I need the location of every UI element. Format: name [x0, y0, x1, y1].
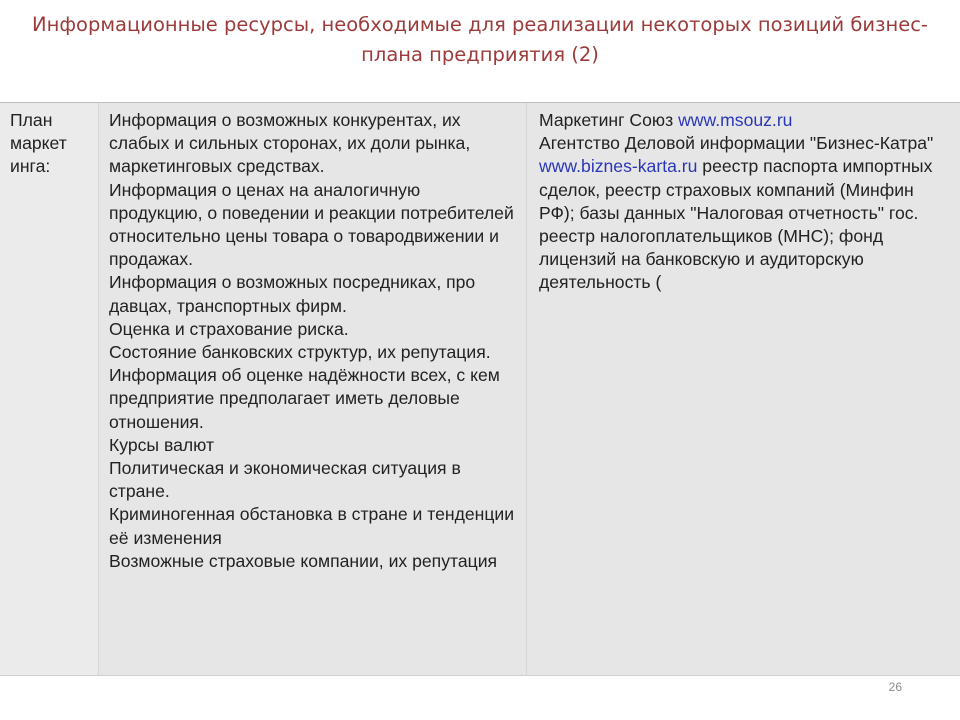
info-item-politics: Политическая и экономическая ситуация в стране.	[109, 458, 461, 502]
sources-cell	[526, 103, 960, 675]
info-item-competitors: Информация о возможных конкурентах, их слабых и сильных сторонах, их доли рынка, маркетинговых средствах.	[109, 110, 471, 177]
row-header-line: инга:	[10, 156, 51, 177]
source-name: Агентство Деловой информации "Бизнес-Катра"	[539, 133, 934, 154]
info-item-prices: Информация о ценах на аналогичную продукцию, о поведении и реакции потребителей относительно цены товара о товародвижении и продажах.	[109, 179, 514, 270]
row-header-line: маркет	[10, 133, 67, 154]
page-number: 26	[888, 680, 902, 694]
info-item-reliability: Информация об оценке надёжности всех, с кем предприятие предполагает иметь деловые отношения.	[109, 365, 500, 432]
row-header-cell	[0, 103, 98, 675]
info-item-insurers: Возможные страховые компании, их репутация	[109, 550, 498, 571]
info-item-crime: Криминогенная обстановка в стране и тенденции её изменения	[109, 504, 515, 548]
info-item-risk: Оценка и страхование риска.	[109, 318, 349, 339]
row-header-line: План	[10, 110, 53, 130]
slide-title-line-2: плана предприятия (2)	[361, 43, 599, 66]
resources-table	[0, 102, 960, 676]
information-cell	[98, 103, 526, 675]
source-registries-text: реестр паспорта импортных сделок, реестр страховых компаний (Минфин РФ); базы данных "Налоговая отчетность" гос. реестр налогоплательщиков (МНС); фонд лицензий на банковскую и аудиторскую деятельность (	[539, 156, 933, 293]
biznes-karta-link[interactable]: www.biznes-karta.ru	[539, 156, 698, 177]
info-item-banks: Состояние банковских структур, их репутация.	[109, 342, 491, 363]
source-business-info-agency	[539, 132, 954, 294]
info-item-currency: Курсы валют	[109, 434, 215, 455]
slide-title	[20, 10, 940, 70]
slide-title-line-1: Информационные ресурсы, необходимые для реализации некоторых позиций бизнес-	[32, 13, 928, 36]
info-item-intermediaries: Информация о возможных посредниках, про давцах, транспортных фирм.	[109, 272, 476, 316]
source-marketing-union	[539, 109, 954, 132]
msouz-link[interactable]: www.msouz.ru	[678, 110, 793, 130]
source-name: Маркетинг Союз	[539, 110, 679, 130]
